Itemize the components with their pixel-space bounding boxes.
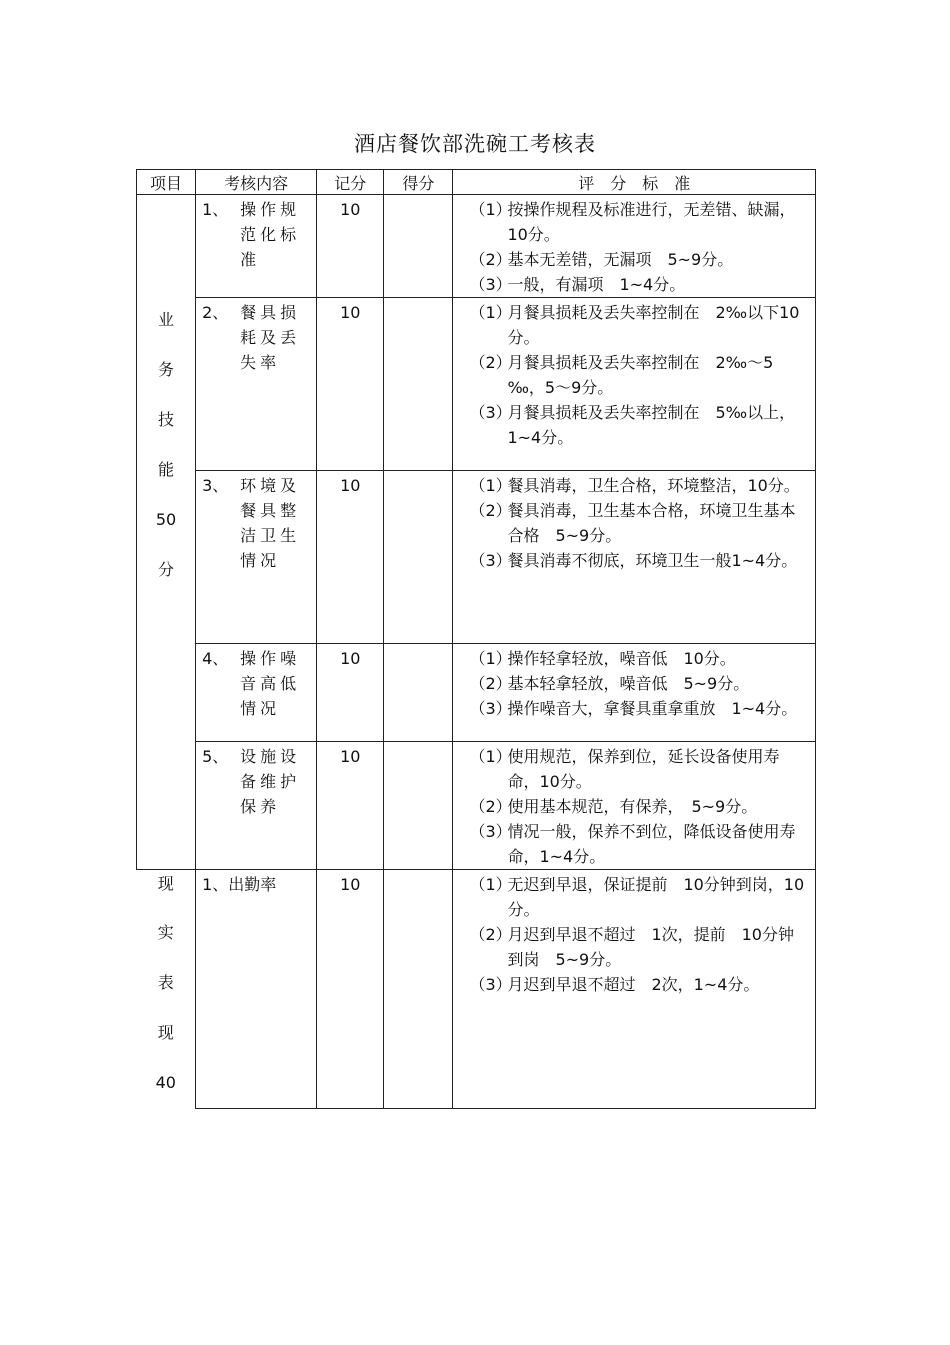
category-business-skills	[137, 195, 196, 870]
criteria-label: （3）	[469, 699, 512, 718]
criteria-cell	[453, 742, 816, 870]
criteria-text: 一般，有漏项 1~4分。	[507, 275, 686, 294]
criteria-label: （2）	[469, 353, 512, 372]
criteria-label: （1）	[469, 200, 512, 219]
criteria-text: 月餐具损耗及丢失率控制在 5‰以上，1~4分。	[507, 403, 796, 447]
criteria-label: （3）	[469, 275, 512, 294]
criteria-label: （2）	[469, 250, 512, 269]
category-performance	[137, 870, 196, 1109]
item-number: 2、	[202, 303, 229, 322]
criteria-text: 按操作规程及标准进行，无差错、缺漏，10分。	[507, 200, 796, 244]
header-score: 记分	[317, 170, 384, 195]
criteria-text: 月餐具损耗及丢失率控制在 2‰以下10分。	[507, 303, 800, 347]
got-cell[interactable]	[384, 644, 453, 742]
got-cell[interactable]	[384, 870, 453, 1109]
criteria-label: （2）	[469, 501, 512, 520]
criteria-label: （2）	[469, 797, 512, 816]
table-row	[137, 870, 816, 1109]
header-content: 考核内容	[196, 170, 317, 195]
criteria-label: （3）	[469, 403, 512, 422]
criteria-label: （1）	[469, 476, 512, 495]
criteria-text: 操作噪音大，拿餐具重拿重放 1~4分。	[507, 699, 798, 718]
criteria-text: 月迟到早退不超过 1次，提前 10分钟到岗 5~9分。	[507, 925, 794, 969]
criteria-text: 餐具消毒，卫生基本合格，环境卫生基本合格 5~9分。	[507, 501, 796, 545]
criteria-text: 餐具消毒不彻底，环境卫生一般1~4分。	[507, 551, 798, 570]
score-cell: 10	[317, 870, 384, 1109]
criteria-text: 基本轻拿轻放，噪音低 5~9分。	[507, 674, 750, 693]
header-row	[137, 170, 816, 195]
header-got: 得分	[384, 170, 453, 195]
criteria-text: 月迟到早退不超过 2次，1~4分。	[507, 975, 760, 994]
category-char: 分	[158, 560, 175, 579]
criteria-cell	[453, 195, 816, 298]
criteria-text: 操作轻拿轻放，噪音低 10分。	[507, 649, 736, 668]
got-cell[interactable]	[384, 195, 453, 298]
item-content: 操作噪音高低情况	[240, 649, 301, 718]
item-content: 操作规范化标准	[240, 200, 301, 269]
header-criteria: 评 分 标 准	[453, 170, 816, 195]
item-number: 3、	[202, 476, 229, 495]
criteria-cell	[453, 870, 816, 1109]
category-char: 实	[157, 923, 174, 942]
content-cell	[196, 471, 317, 644]
category-char: 能	[158, 460, 175, 479]
criteria-text: 使用基本规范，有保养， 5~9分。	[507, 797, 758, 816]
document-title: 酒店餐饮部洗碗工考核表	[354, 132, 596, 156]
item-number: 4、	[202, 649, 229, 668]
content-cell	[196, 644, 317, 742]
category-char: 务	[158, 360, 175, 379]
table-row	[137, 742, 816, 870]
criteria-text: 情况一般，保养不到位，降低设备使用寿命，1~4分。	[507, 822, 796, 866]
criteria-label: （3）	[469, 975, 512, 994]
content-cell	[196, 298, 317, 471]
criteria-text: 使用规范，保养到位，延长设备使用寿命，10分。	[507, 747, 780, 791]
criteria-label: （1）	[469, 875, 512, 894]
criteria-label: （3）	[469, 822, 512, 841]
table-row	[137, 195, 816, 298]
content-cell	[196, 195, 317, 298]
category-char: 现	[157, 874, 174, 893]
score-cell: 10	[317, 471, 384, 644]
table-row	[137, 644, 816, 742]
content-cell	[196, 742, 317, 870]
item-number: 5、	[202, 747, 229, 766]
assessment-table	[136, 169, 816, 1109]
criteria-label: （2）	[469, 925, 512, 944]
got-cell[interactable]	[384, 298, 453, 471]
criteria-label: （2）	[469, 674, 512, 693]
score-cell: 10	[317, 298, 384, 471]
category-char: 技	[158, 410, 175, 429]
got-cell[interactable]	[384, 471, 453, 644]
table-row	[137, 471, 816, 644]
item-content: 设施设备维护保养	[240, 747, 301, 816]
criteria-label: （3）	[469, 551, 512, 570]
category-char: 表	[157, 973, 174, 992]
category-char: 50	[155, 510, 177, 529]
criteria-text: 无迟到早退，保证提前 10分钟到岗，10分。	[507, 875, 805, 919]
criteria-text: 餐具消毒，卫生合格，环境整洁，10分。	[507, 476, 800, 495]
score-cell: 10	[317, 742, 384, 870]
category-char: 现	[157, 1023, 174, 1042]
content-cell	[196, 870, 317, 1109]
assessment-table-wrapper	[136, 169, 816, 1109]
header-item: 项目	[137, 170, 196, 195]
item-number: 1、	[202, 875, 229, 894]
item-content: 环境及餐具整洁卫生情况	[240, 476, 301, 570]
criteria-text: 基本无差错，无漏项 5~9分。	[507, 250, 734, 269]
criteria-label: （1）	[469, 747, 512, 766]
item-number: 1、	[202, 200, 229, 219]
criteria-label: （1）	[469, 649, 512, 668]
criteria-text: 月餐具损耗及丢失率控制在 2‰～5 ‰，5～9分。	[507, 353, 790, 397]
criteria-cell	[453, 644, 816, 742]
category-char: 业	[158, 310, 175, 329]
criteria-label: （1）	[469, 303, 512, 322]
category-char: 40	[155, 1073, 176, 1092]
criteria-cell	[453, 471, 816, 644]
score-cell: 10	[317, 644, 384, 742]
score-cell: 10	[317, 195, 384, 298]
item-content: 餐具损耗及丢失率	[240, 303, 301, 372]
table-row	[137, 298, 816, 471]
criteria-cell	[453, 298, 816, 471]
got-cell[interactable]	[384, 742, 453, 870]
item-content: 出勤率	[228, 875, 277, 894]
